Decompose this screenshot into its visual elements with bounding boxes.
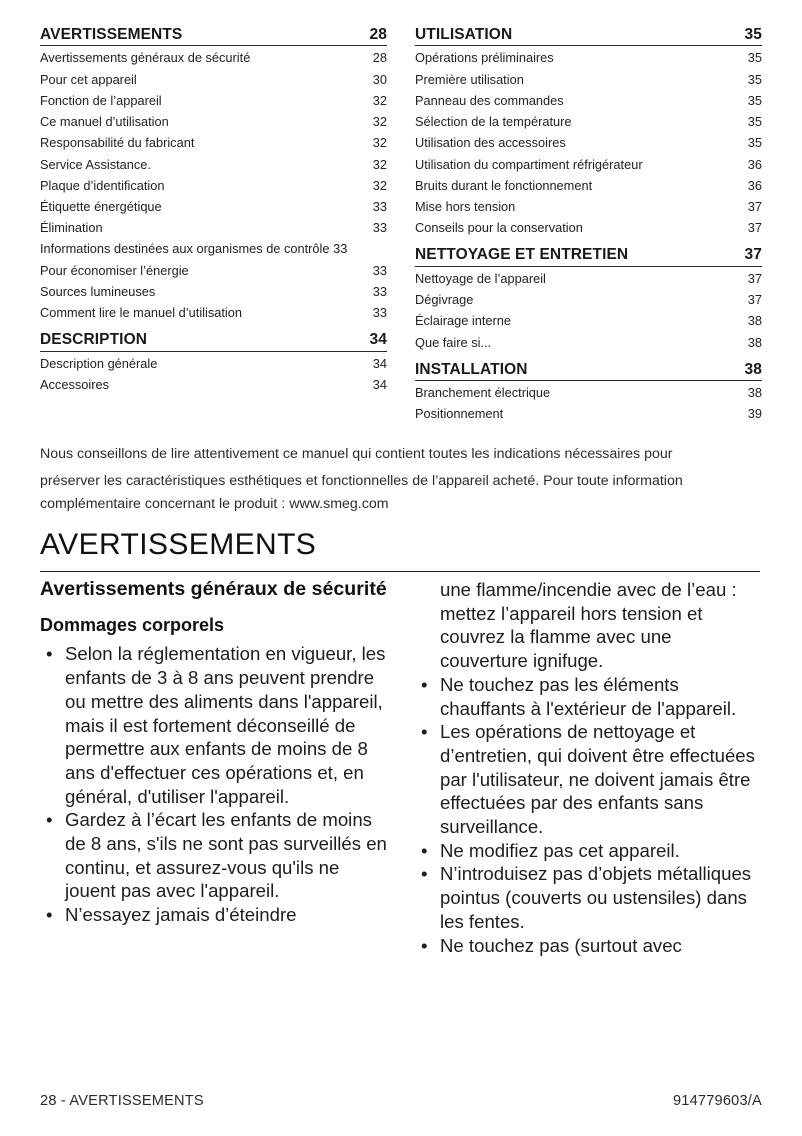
toc-section-divider (415, 380, 762, 381)
body-left-column (40, 578, 387, 957)
toc-entry-label: Nettoyage de l’appareil (415, 270, 546, 286)
toc-entry-page: 32 (372, 92, 387, 108)
toc-entry-label: Conseils pour la conservation (415, 220, 583, 236)
toc-entry-page: 38 (747, 334, 762, 350)
toc-entry[interactable] (40, 132, 387, 153)
body-columns (40, 578, 762, 957)
toc-entry-page: 36 (747, 177, 762, 193)
footer-right: 914779603/A (672, 1093, 762, 1109)
toc-entry-page: 34 (372, 377, 387, 393)
toc-entry-page: 35 (747, 50, 762, 66)
toc-entry-page: 39 (747, 406, 762, 422)
toc-entry[interactable] (415, 132, 762, 153)
toc-entry[interactable] (415, 47, 762, 68)
toc-entry-label: Pour cet appareil (40, 71, 137, 87)
toc-entry[interactable] (415, 69, 762, 90)
toc-section-divider (40, 351, 387, 352)
toc-entry-page: 32 (372, 135, 387, 151)
toc-entry-page: 36 (747, 156, 762, 172)
toc-entry[interactable] (40, 196, 387, 217)
toc-entry-page: 33 (372, 305, 387, 321)
toc-entry[interactable] (40, 69, 387, 90)
toc-entry[interactable] (40, 281, 387, 302)
toc-entry-page: 38 (747, 385, 762, 401)
toc-entry-page: 38 (747, 313, 762, 329)
toc-section-label: UTILISATION (415, 26, 513, 43)
toc-section-heading[interactable] (40, 330, 387, 350)
toc-entry[interactable] (415, 90, 762, 111)
toc-section-page: 35 (744, 26, 762, 43)
toc-entry-page: 33 (372, 220, 387, 236)
toc-entry[interactable] (415, 403, 762, 424)
toc-entry-label: Utilisation des accessoires (415, 135, 566, 151)
toc-entry-label: Ce manuel d’utilisation (40, 114, 169, 130)
toc-section-page: 38 (744, 360, 762, 378)
toc-entry-label: Bruits durant le fonctionnement (415, 177, 593, 193)
intro-paragraph (40, 443, 760, 515)
toc-entry-label: Responsabilité du fabricant (40, 135, 195, 151)
bullet-item: • Gardez à l’écart les enfants de moins de 8 ans, s'ils ne sont pas surveillés en continu, et assurez-vous qu'ils ne jouent pas avec l'appareil. (40, 808, 387, 903)
toc-entry[interactable] (40, 374, 387, 395)
toc-right-column (415, 25, 762, 425)
toc-entry-label: Informations destinées aux organismes de contrôle (40, 241, 330, 257)
toc-section-page: 28 (369, 26, 387, 43)
toc-entry[interactable] (40, 175, 387, 196)
toc-entry[interactable] (415, 175, 762, 196)
toc-entry-page: 33 (372, 283, 387, 299)
toc-entry-page: 28 (372, 50, 387, 66)
toc-entry-page: 35 (747, 114, 762, 130)
toc-entry[interactable] (40, 47, 387, 68)
toc-entry-label: Panneau des commandes (415, 92, 564, 108)
toc-entry-page: 37 (747, 199, 762, 215)
toc-entry-label: Fonction de l’appareil (40, 92, 162, 108)
toc-entry[interactable] (415, 289, 762, 310)
right-bullet-list (415, 673, 762, 957)
toc-entry-page: 37 (747, 292, 762, 308)
toc-entry-page: 35 (747, 71, 762, 87)
toc-entry-page: 35 (747, 135, 762, 151)
toc-entry-page: 32 (372, 156, 387, 172)
toc-entry-label: Pour économiser l’énergie (40, 262, 189, 278)
toc-entry-label: Plaque d’identification (40, 177, 165, 193)
toc-section-label: INSTALLATION (415, 360, 528, 378)
toc-entry-page: 37 (747, 270, 762, 286)
bullet-item: • Les opérations de nettoyage et d’entretien, qui doivent être effectuées par l'utilisateur, ne doivent jamais être effectuées par des enfants sans surveillance. (415, 720, 762, 839)
toc-entry[interactable] (40, 111, 387, 132)
page-footer (40, 1093, 762, 1109)
toc-section-heading[interactable] (415, 245, 762, 265)
toc-section-page: 37 (744, 246, 762, 264)
toc-entry-label: Positionnement (415, 406, 504, 422)
toc-entry-label: Service Assistance. (40, 156, 151, 172)
bullet-item: • Selon la réglementation en vigueur, les enfants de 3 à 8 ans peuvent prendre ou mettre des aliments dans l'appareil, mais il est fortement déconseillé de permettre aux enfants de moins de 8 ans d'effectuer ces opérations et, en général, d'utiliser l'appareil. (40, 642, 387, 808)
bullet-item: • Ne touchez pas les éléments chauffants à l'extérieur de l'appareil. (415, 673, 762, 720)
toc-entry[interactable] (40, 353, 387, 374)
toc-entry-label: Éclairage interne (415, 313, 512, 329)
intro-line-2: préserver les caractéristiques esthétiques et fonctionnelles de l’appareil acheté. Pour toute information complémentaire concernant le produit : www.smeg.com (40, 473, 683, 512)
toc-left-column (40, 25, 387, 425)
toc-entry-label: Première utilisation (415, 71, 524, 87)
title-divider (40, 571, 760, 572)
toc-entry-page: 33 (329, 241, 348, 257)
toc-entry-page: 34 (372, 355, 387, 371)
toc-entry-label: Description générale (40, 355, 158, 371)
toc-entry-label: Mise hors tension (415, 199, 516, 215)
toc-section-heading[interactable] (415, 25, 762, 45)
toc-entry[interactable] (415, 382, 762, 403)
page-title: AVERTISSEMENTS (40, 528, 317, 561)
bullet-item: • Ne modifiez pas cet appareil. (415, 839, 762, 863)
section-subsection-title: Dommages corporels (40, 614, 225, 635)
toc-section-divider (415, 45, 762, 46)
toc-entry-label: Élimination (40, 220, 103, 236)
toc-entry[interactable] (415, 154, 762, 175)
toc-entry-page: 35 (747, 92, 762, 108)
toc-entry-label: Que faire si... (415, 334, 492, 350)
toc-entry[interactable] (415, 217, 762, 238)
toc-entry[interactable] (415, 196, 762, 217)
toc-entry[interactable] (40, 260, 387, 281)
toc-entry-page: 32 (372, 114, 387, 130)
toc-entry[interactable] (40, 302, 387, 323)
toc-entry-label: Utilisation du compartiment réfrigérateur (415, 156, 643, 172)
toc-section-label: NETTOYAGE ET ENTRETIEN (415, 246, 629, 264)
toc-section-label: DESCRIPTION (40, 331, 148, 349)
footer-left: 28 - AVERTISSEMENTS (40, 1093, 204, 1109)
toc-entry-page: 32 (372, 177, 387, 193)
intro-line-1: Nous conseillons de lire attentivement ce manuel qui contient toutes les indications nécessaires pour (40, 446, 673, 462)
left-bullet-list (40, 642, 387, 926)
toc-entry[interactable] (415, 332, 762, 353)
toc-entry-label: Avertissements généraux de sécurité (40, 50, 251, 66)
bullet-item: • N’introduisez pas d’objets métalliques pointus (couverts ou ustensiles) dans les fentes. (415, 862, 762, 933)
toc-entry-label: Dégivrage (415, 292, 474, 308)
toc-entry-page: 33 (372, 262, 387, 278)
toc-entry-label: Étiquette énergétique (40, 199, 162, 215)
toc-section-page: 34 (369, 331, 387, 349)
toc-entry-page: 33 (372, 199, 387, 215)
toc-section-heading[interactable] (415, 360, 762, 380)
toc-entry-label: Comment lire le manuel d’utilisation (40, 305, 242, 321)
toc-entry[interactable] (40, 90, 387, 111)
toc-entry[interactable] (40, 238, 387, 259)
continuation-paragraph: une flamme/incendie avec de l’eau : mettez l’appareil hors tension et couvrez la flamme avec une couverture ignifuge. (440, 579, 737, 672)
bullet-item: • Ne touchez pas (surtout avec (415, 934, 762, 958)
toc-entry-label: Accessoires (40, 377, 109, 393)
toc-entry-label: Opérations préliminaires (415, 50, 554, 66)
section-subtitle: Avertissements généraux de sécurité (40, 578, 387, 600)
toc-entry-label: Sources lumineuses (40, 283, 156, 299)
body-right-column (415, 578, 762, 957)
toc-entry[interactable] (40, 217, 387, 238)
bullet-item: • N’essayez jamais d’éteindre (40, 903, 387, 927)
toc-section-divider (415, 266, 762, 267)
toc-entry-page: 37 (747, 220, 762, 236)
toc-section-heading[interactable] (40, 25, 387, 45)
toc-section-label: AVERTISSEMENTS (40, 26, 183, 43)
toc-entry[interactable] (415, 111, 762, 132)
toc-entry[interactable] (415, 268, 762, 289)
table-of-contents (40, 25, 762, 425)
toc-entry-label: Branchement électrique (415, 385, 551, 401)
toc-entry[interactable] (415, 310, 762, 331)
toc-entry[interactable] (40, 154, 387, 175)
toc-entry-label: Sélection de la température (415, 114, 572, 130)
toc-entry-page: 30 (372, 71, 387, 87)
toc-section-divider (40, 45, 387, 46)
